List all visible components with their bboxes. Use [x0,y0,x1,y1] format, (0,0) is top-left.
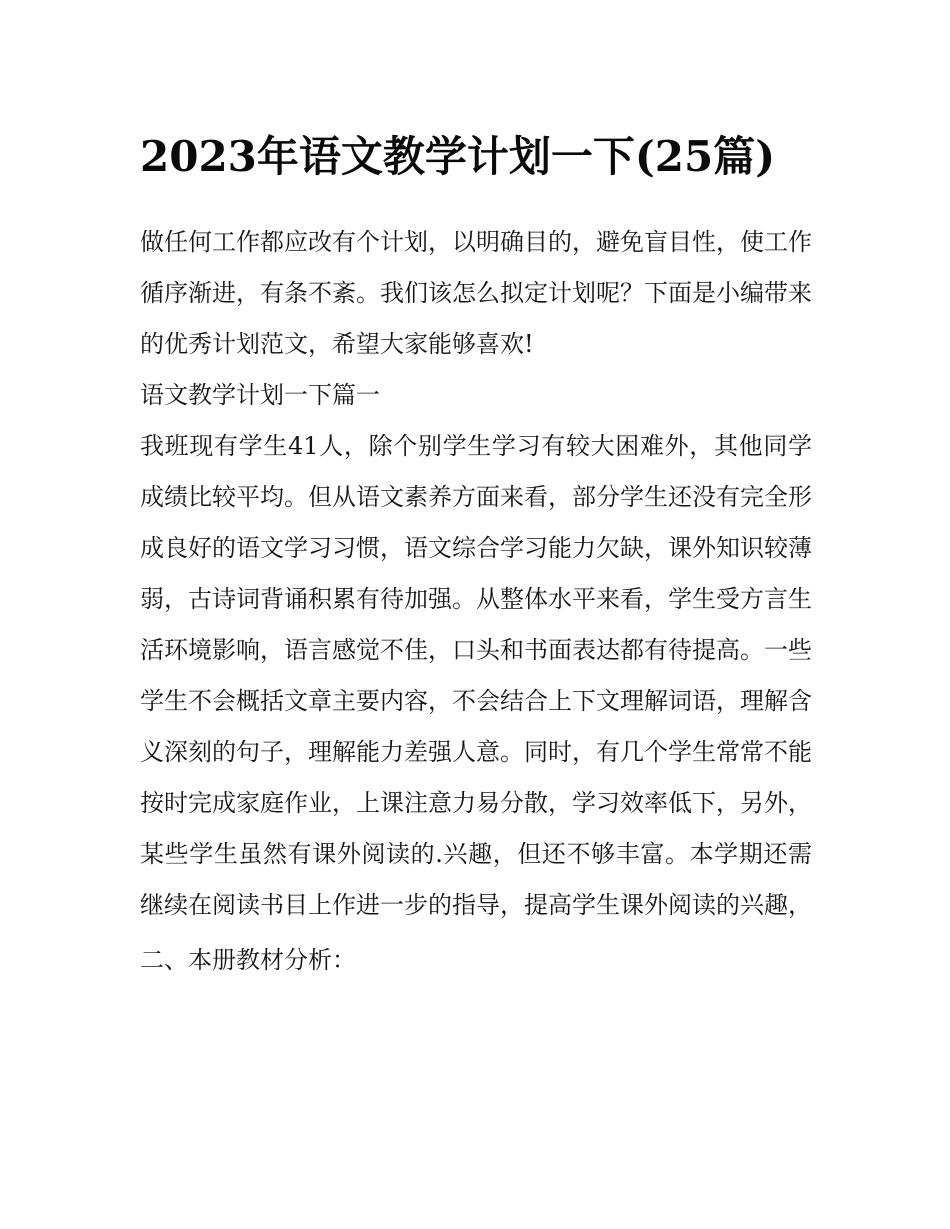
section-title: 语文教学计划一下篇一 [140,381,380,409]
document-content [140,118,812,986]
intro-paragraph: 做任何工作都应改有个计划，以明确目的，避免盲目性，使工作循序渐进，有条不紊。我们该怎么拟定计划呢？下面是小编带来的优秀计划范文，希望大家能够喜欢! [140,228,812,358]
body-paragraph: 我班现有学生41人，除个别学生学习有较大困难外，其他同学成绩比较平均。但从语文素养方面来看，部分学生还没有完全形成良好的语文学习习惯，语文综合学习能力欠缺，课外知识较薄弱，古诗词背诵积累有待加强。从整体水平来看，学生受方言生活环境影响，语言感觉不佳，口头和书面表达都有待提高。一些学生不会概括文章主要内容，不会结合上下文理解词语，理解含义深刻的句子，理解能力差强人意。同时，有几个学生常常不能按时完成家庭作业，上课注意力易分散，学习效率低下，另外，某些学生虽然有课外阅读的.兴趣，但还不够丰富。本学期还需继续在阅读书目上作进一步的指导，提高学生课外阅读的兴趣， [140,432,812,919]
document-title: 2023年语文教学计划一下(25篇) [140,132,776,181]
subsection-heading: 二、本册教材分析： [140,946,356,974]
